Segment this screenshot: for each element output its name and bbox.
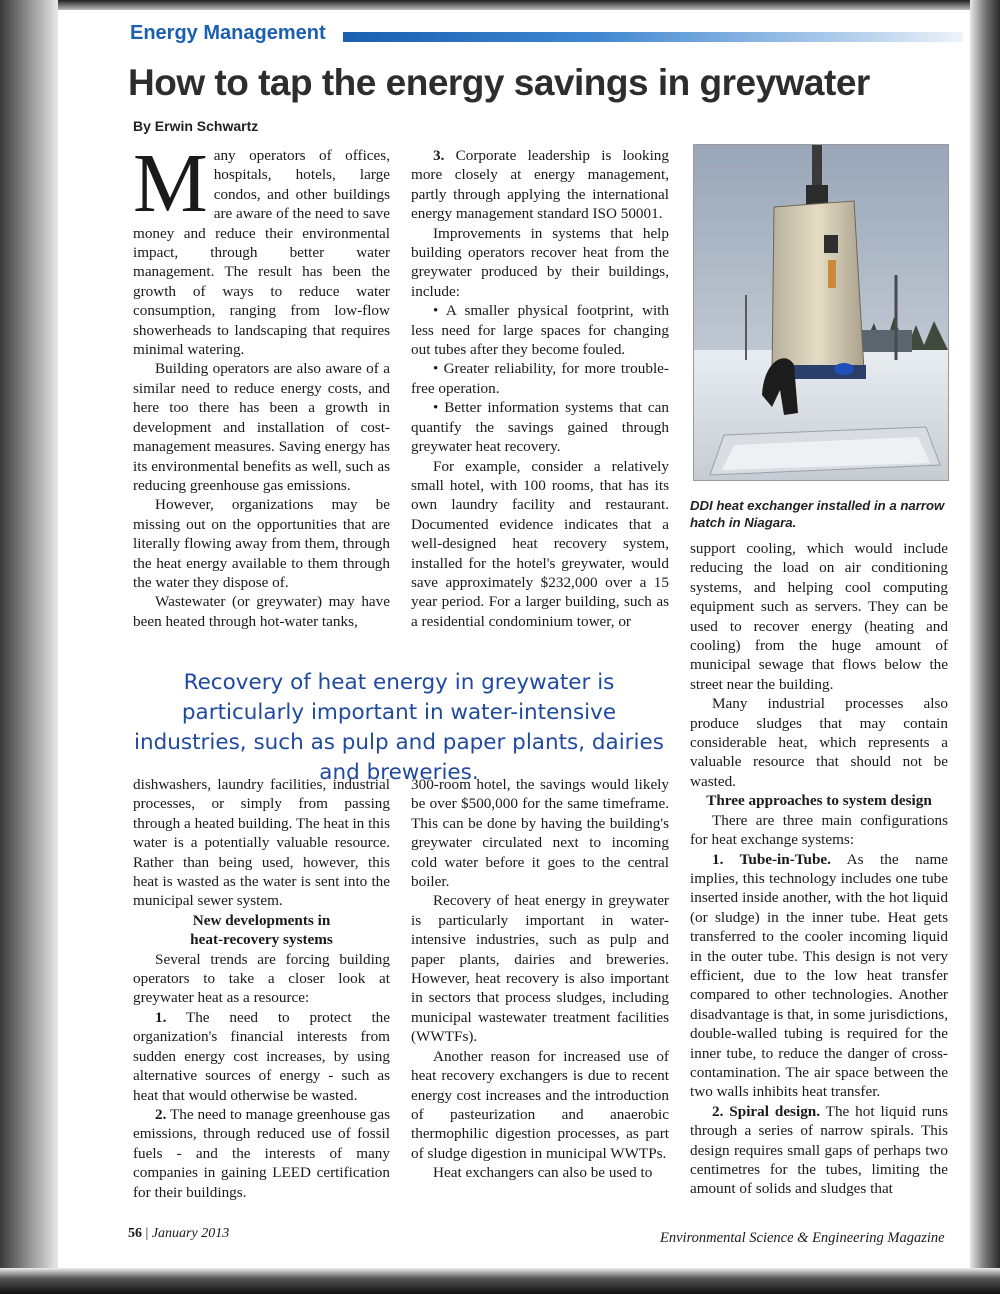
paragraph: dishwashers, laundry facilities, industrial processes, or simply from passing through a heated building. The heat in this water is a potentially valuable resource. Rather than being used, however, this heat is wasted as the water is sent into the municipal sewer system. xyxy=(133,776,391,910)
byline: By Erwin Schwartz xyxy=(133,118,259,134)
section-rule xyxy=(343,32,963,42)
subheading: Three approaches to system design xyxy=(706,792,932,810)
article-headline: How to tap the energy savings in greywater xyxy=(128,62,870,103)
column-1-top xyxy=(133,137,390,631)
paragraph: There are three main configurations for heat exchange systems: xyxy=(690,811,948,849)
paragraph: Many industrial processes also produce sludges that may contain considerable heat, which represents a valuable resource that should not be wasted. xyxy=(690,695,948,790)
paragraph: Many operators of offices, hospitals, hotels, large condos, and other buildings are aware of the need to save money and reduce their environmental impact, through better water management. The result has been the growth of ways to reduce water consumption, ranging from low-flow showerheads to landscaping that requires minimal watering. xyxy=(133,137,390,359)
heat-exchanger-photo xyxy=(693,144,949,481)
paragraph: Recovery of heat energy in greywater is particularly important in water-intensive industries, such as pulp and paper plants, dairies and breweries. However, heat recovery is also important in sectors that process sludges, including municipal wastewater treatment facilities (WWTFs). xyxy=(411,892,669,1046)
paragraph: For example, consider a relatively small hotel, with 100 rooms, that has its own laundry facility and restaurant. Documented evidence indicates that a well-designed heat recovery system, installed for the hotel's greywater, would save approximately $232,000 over a 15 year period. For a larger building, such as a residential condominium tower, or xyxy=(411,457,669,630)
column-2-bottom xyxy=(411,775,669,1183)
magazine-name: Environmental Science & Engineering Magazine xyxy=(660,1230,945,1246)
paragraph: Building operators are also aware of a similar need to reduce energy costs, and here too there has been a growth in development and installation of cost-management measures. Saving energy has its environmental benefits as well, such as reducing greenhouse gas emissions. xyxy=(133,360,390,494)
scan-edge-top xyxy=(0,0,1000,10)
bullet-item: • Better information systems that can quantify the savings gained through greywater heat recovery. xyxy=(411,399,669,456)
paragraph: Another reason for increased use of heat recovery exchangers is due to recent energy cost increases and the introduction of pasteurization and anaerobic thermophilic digestion processes, as part of sludge digestion in municipal WWTPs. xyxy=(411,1047,669,1162)
column-3 xyxy=(690,539,948,1199)
paragraph: 300-room hotel, the savings would likely be over $500,000 for the same timeframe. This can be done by having the building's greywater circulated next to incoming cold water before it goes to the central boiler. xyxy=(411,776,669,891)
pull-quote: Recovery of heat energy in greywater is particularly important in water-intensive industries, such as pulp and paper plants, dairies and breweries. xyxy=(134,670,664,785)
column-1-bottom xyxy=(133,775,390,1202)
paragraph: 3. Corporate leadership is looking more closely at energy management, partly through applying the international energy management standard ISO 50001. xyxy=(411,147,669,223)
column-2-top xyxy=(411,146,669,631)
paragraph: 1. Tube-in-Tube. As the name implies, this technology includes one tube inserted inside another, with the hot liquid (or sludge) in the inner tube. Heat gets transferred to the cooler incoming liquid in the outer tube. This design is not very efficient, due to the low heat transfer compared to other technologies. Another disadvantage is that, in some jurisdictions, double-walled tubing is required for the inner tube, to reduce the danger of cross-contamination. The air space between the two walls inhibits heat transfer. xyxy=(690,850,948,1101)
section-label: Energy Management xyxy=(130,22,326,44)
page-number: 56 xyxy=(128,1226,142,1241)
scan-edge-right xyxy=(970,0,1000,1294)
paragraph: Improvements in systems that help building operators recover heat from the greywater produced by their buildings, include: xyxy=(411,224,669,300)
drop-cap: M xyxy=(133,137,208,230)
paragraph: However, organizations may be missing out on the opportunities that are literally flowing away from them, through the heat energy available to them through the water they dispose of. xyxy=(133,496,390,591)
issue-date: January 2013 xyxy=(151,1226,230,1241)
subheading: New developments in xyxy=(192,911,331,929)
footer-folio: 56 | January 2013 xyxy=(128,1226,230,1241)
photo-caption: DDI heat exchanger installed in a narrow hatch in Niagara. xyxy=(690,498,945,530)
paragraph: Heat exchangers can also be used to xyxy=(433,1164,653,1182)
paragraph: Several trends are forcing building operators to take a closer look at greywater heat as a resource: xyxy=(133,950,390,1007)
subheading: heat-recovery systems xyxy=(190,931,333,949)
scan-edge-left xyxy=(0,0,58,1294)
paragraph: 1. The need to protect the organization's financial interests from sudden energy cost increases, by using alternative sources of energy - such as heat that would otherwise be wasted. xyxy=(133,1008,390,1104)
scan-edge-bottom xyxy=(0,1268,1000,1294)
bullet-item: • A smaller physical footprint, with less need for large spaces for changing out tubes after they become fouled. xyxy=(411,302,669,359)
photo-illustration xyxy=(694,145,948,480)
paragraph: 2. Spiral design. The hot liquid runs through a series of narrow spirals. This design requires small gaps of perhaps two centimetres for the tubes, limiting the amount of solids and sludges that xyxy=(690,1102,948,1198)
paragraph: 2. The need to manage greenhouse gas emissions, through reduced use of fossil fuels - and the interests of many companies in gaining LEED certification for their buildings. xyxy=(133,1105,390,1201)
paragraph: support cooling, which would include reducing the load on air conditioning systems, and helping cool computing equipment such as servers. They can be used to recover energy (heating and cooling) from the huge amount of municipal sewage that flows below the street near the building. xyxy=(690,540,948,693)
paragraph: Wastewater (or greywater) may have been heated through hot-water tanks, xyxy=(133,593,390,630)
bullet-item: • Greater reliability, for more trouble-free operation. xyxy=(411,360,669,397)
